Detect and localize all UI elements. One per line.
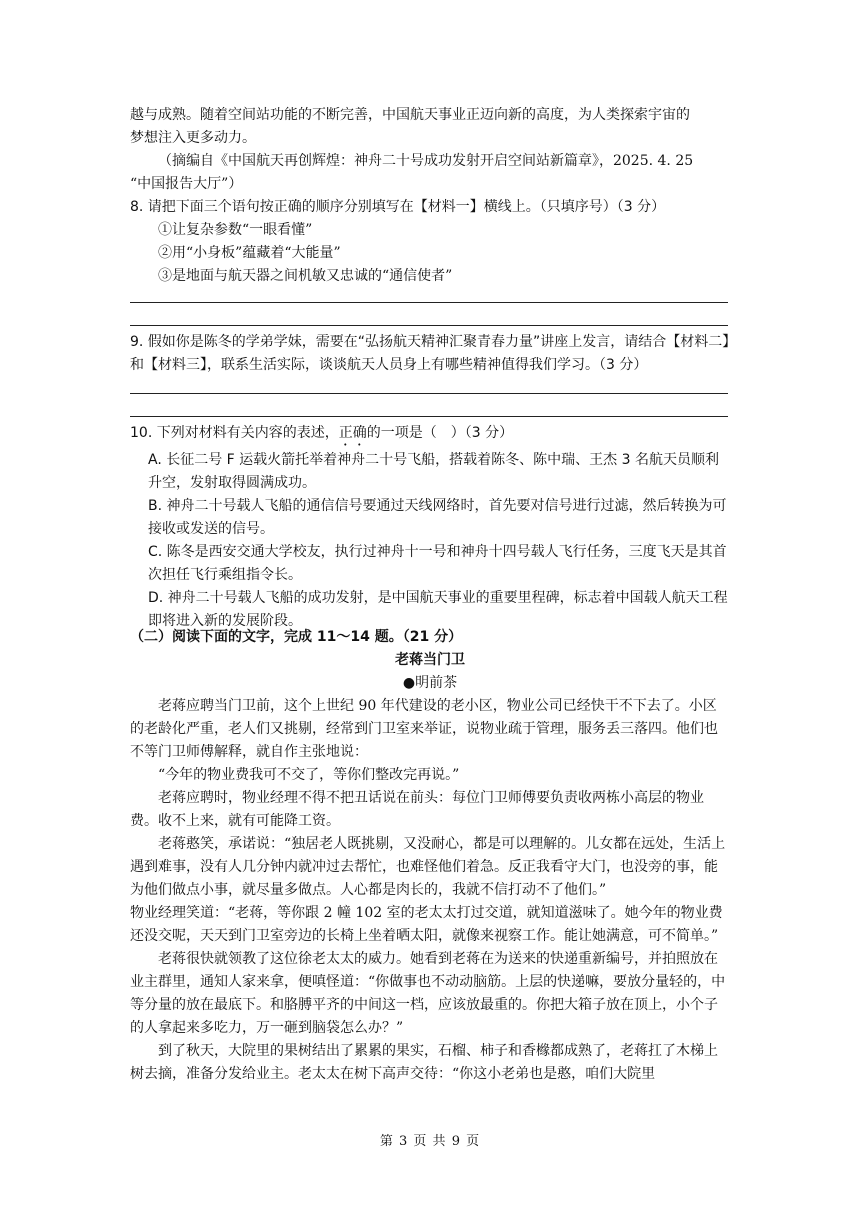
source-line-2: “中国报告大厅”） — [130, 176, 243, 192]
story-title: 老蒋当门卫 — [395, 652, 465, 668]
answer-line-q8-1[interactable] — [130, 302, 728, 303]
q9-stem: 9. 假如你是陈冬的学弟学妹，需要在“弘扬航天精神汇聚青春力量”讲座上发言，请结合【材料二】和【材料三】，联系生活实际，谈谈航天人员身上有哪些精神值得我们学习。（3 分） — [130, 334, 730, 373]
question-8 — [130, 196, 730, 219]
q8-option-2: ②用“小身板”蕴藏着“大能量” — [158, 245, 341, 261]
q10-option-a: A. 长征二号 F 运载火箭托举着神舟二十号飞船，搭载着陈冬、陈中瑞、王杰 3 名航天员顺利升空，发射取得圆满成功。 — [148, 452, 719, 491]
q10-stem-emphasis: 正确 — [338, 425, 367, 441]
q10-stem-pre: 10. 下列对材料有关内容的表述， — [130, 425, 339, 441]
section-2-heading: （二）阅读下面的文字，完成 11～14 题。（21 分） — [130, 629, 463, 645]
page-footer: 第 3 页 共 9 页 — [379, 1134, 481, 1149]
answer-line-q8-2[interactable] — [130, 325, 728, 326]
intro-line-1: 越与成熟。随着空间站功能的不断完善，中国航天事业正迈向新的高度，为人类探索宇宙的 — [130, 107, 690, 123]
question-10 — [130, 422, 730, 633]
intro-line-2: 梦想注入更多动力。 — [130, 130, 256, 146]
answer-line-q9-2[interactable] — [130, 416, 728, 417]
intro-passage — [130, 104, 730, 196]
q8-options — [130, 219, 730, 288]
story-paragraph-3: 老蒋应聘时，物业经理不得不把丑话说在前头：每位门卫师傅要负责收两栋小高层的物业费。收不上来，就有可能降工资。 — [130, 790, 704, 829]
q10-stem — [130, 422, 730, 449]
section-2-heading-block — [130, 626, 730, 695]
story-body — [130, 695, 730, 1086]
source-line-1: （摘编自《中国航天再创辉煌：神舟二十号成功发射开启空间站新篇章》，2025. 4. 25 — [158, 153, 694, 169]
q8-option-1: ①让复杂参数“一眼看懂” — [158, 222, 313, 238]
story-paragraph-5: 物业经理笑道：“老蒋，等你跟 2 幢 102 室的老太太打过交道，就知道滋味了。她今年的物业费还没交呢，天天到门卫室旁边的长椅上坐着晒太阳，就像来视察工作。能让她满意，可不简单。” — [130, 905, 723, 944]
q10-stem-post: 的一项是（ ）（3 分） — [366, 425, 514, 441]
story-paragraph-1: 老蒋应聘当门卫前，这个上世纪 90 年代建设的老小区，物业公司已经快干不下去了。小区的老龄化严重，老人们又挑剔，经常到门卫室来举证，说物业疏于管理，服务丢三落四。他们也不等门卫师傅解释，就自作主张地说： — [130, 698, 718, 760]
q8-stem: 8. 请把下面三个语句按正确的顺序分别填写在【材料一】横线上。（只填序号）（3 分） — [130, 199, 666, 215]
q10-option-c: C. 陈冬是西安交通大学校友，执行过神舟十一号和神舟十四号载人飞行任务，三度飞天是其首次担任飞行乘组指令长。 — [148, 544, 727, 583]
answer-line-q9-1[interactable] — [130, 393, 728, 394]
question-9 — [130, 331, 730, 377]
q8-option-3: ③是地面与航天器之间机敏又忠诚的“通信使者” — [158, 268, 453, 284]
q10-option-b: B. 神舟二十号载人飞船的通信信号要通过天线网络时，首先要对信号进行过滤，然后转换为可接收或发送的信号。 — [148, 498, 727, 537]
story-paragraph-2: “今年的物业费我可不交了，等你们整改完再说。” — [158, 767, 460, 783]
story-author: ●明前茶 — [402, 675, 458, 691]
q10-option-d: D. 神舟二十号载人飞船的成功发射，是中国航天事业的重要里程碑，标志着中国载人航天工程即将进入新的发展阶段。 — [148, 590, 728, 629]
story-paragraph-7: 到了秋天，大院里的果树结出了累累的果实，石榴、柿子和香橼都成熟了，老蒋扛了木梯上树去摘，准备分发给业主。老太太在树下高声交待：“你这小老弟也是憨，咱们大院里 — [130, 1043, 718, 1082]
story-paragraph-4: 老蒋憨笑，承诺说：“独居老人既挑剔，又没耐心，都是可以理解的。儿女都在远处，生活上遇到难事，没有人几分钟内就冲过去帮忙，也难怪他们着急。反正我看守大门，也没旁的事，能为他们做点小事，就尽量多做点。人心都是肉长的，我就不信打动不了他们。” — [130, 836, 726, 898]
story-paragraph-6: 老蒋很快就领教了这位徐老太太的威力。她看到老蒋在为送来的快递重新编号，并拍照放在业主群里，通知人家来拿，便嗔怪道：“你做事也不动动脑筋。上层的快递嘛，要放分量轻的，中等分量的放在最底下。和胳膊平齐的中间这一档，应该放最重的。你把大箱子放在顶上，小个子的人拿起来多吃力，万一砸到脑袋怎么办？” — [130, 951, 726, 1036]
